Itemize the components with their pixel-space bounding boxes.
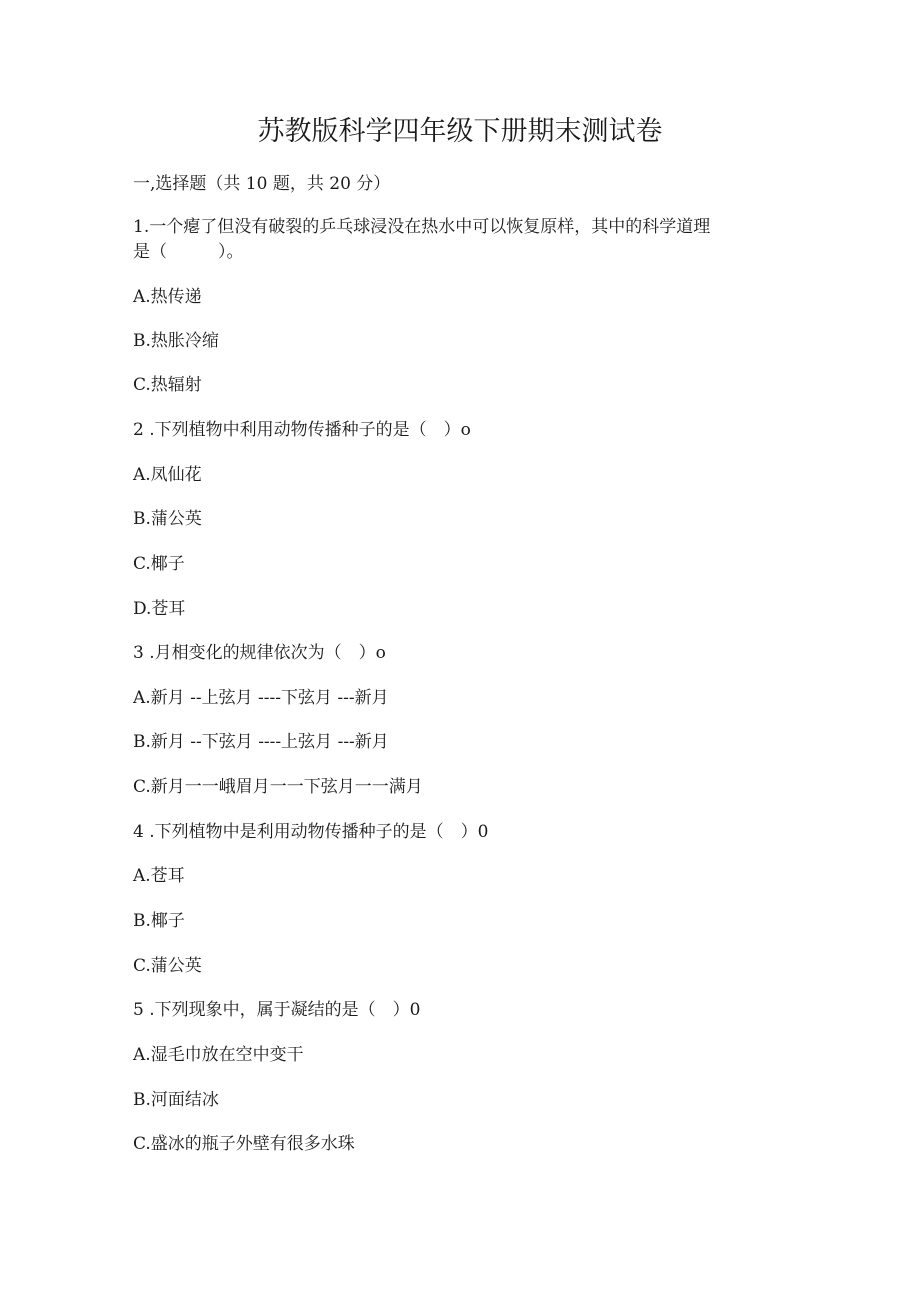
question-2-option-a: A.凤仙花 <box>133 465 202 485</box>
question-1-stem-line-2: 是（ ）。 <box>133 242 244 262</box>
question-5-option-b: B.河面结冰 <box>133 1090 219 1110</box>
question-2-option-b: B.蒲公英 <box>133 509 202 529</box>
question-2-option-d: D.苍耳 <box>133 599 186 619</box>
question-2-stem: 2 .下列植物中利用动物传播种子的是（ ）o <box>133 420 471 440</box>
question-4-option-b: B.椰子 <box>133 911 185 931</box>
question-5-option-c: C.盛冰的瓶子外壁有很多水珠 <box>133 1134 355 1154</box>
question-3-option-a: A.新月 --上弦月 ----下弦月 ---新月 <box>133 688 389 708</box>
question-5-option-a: A.湿毛巾放在空中变干 <box>133 1045 304 1065</box>
section-heading: 一,选择题（共 10 题，共 20 分） <box>133 174 391 194</box>
question-4-option-a: A.苍耳 <box>133 866 185 886</box>
question-3-option-c: C.新月一一峨眉月一一下弦月一一满月 <box>133 777 423 797</box>
question-1-option-a: A.热传递 <box>133 287 202 307</box>
question-3-stem: 3 .月相变化的规律依次为（ ）o <box>133 643 386 663</box>
question-1-option-b: B.热胀冷缩 <box>133 331 219 351</box>
question-1-stem-line-1: 1.一个瘪了但没有破裂的乒乓球浸没在热水中可以恢复原样，其中的科学道理 <box>133 217 711 237</box>
question-5-stem: 5 .下列现象中，属于凝结的是（ ）0 <box>133 1000 421 1020</box>
question-4-option-c: C.蒲公英 <box>133 956 202 976</box>
question-4-stem: 4 .下列植物中是利用动物传播种子的是（ ）0 <box>133 822 489 842</box>
question-3-option-b: B.新月 --下弦月 ----上弦月 ---新月 <box>133 732 389 752</box>
page-title: 苏教版科学四年级下册期末测试卷 <box>257 116 663 147</box>
question-1-option-c: C.热辐射 <box>133 375 202 395</box>
question-2-option-c: C.椰子 <box>133 554 185 574</box>
